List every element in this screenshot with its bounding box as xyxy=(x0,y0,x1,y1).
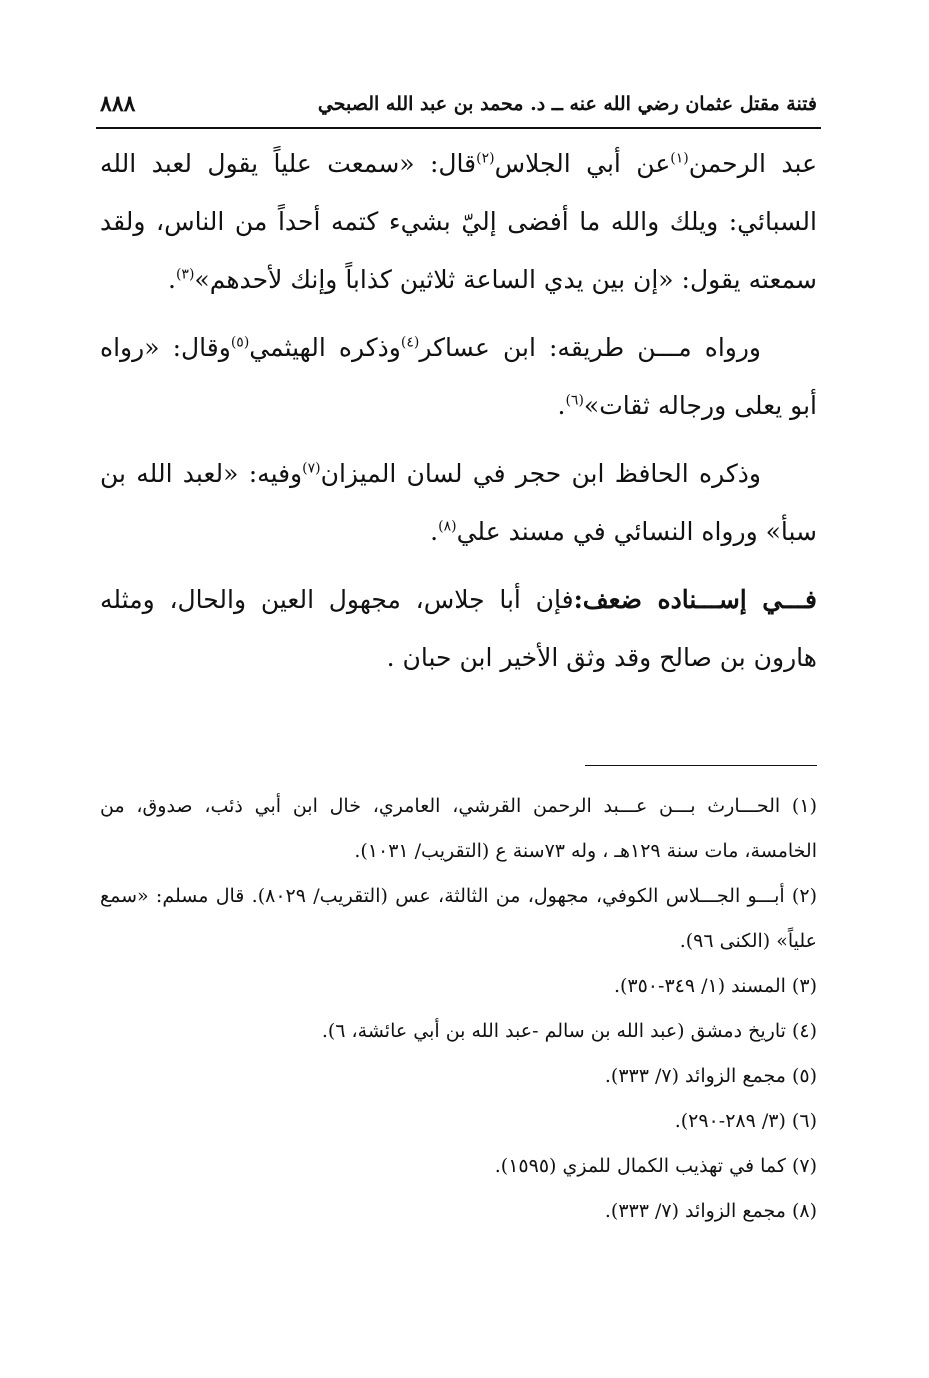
paragraph-4 xyxy=(100,571,817,687)
paragraph-2 xyxy=(100,319,817,435)
text-run: وفيه: «لعبد الله بن سبأ» ورواه النسائي في مسند علي xyxy=(100,459,817,546)
footnote-marker: (٣) xyxy=(175,266,195,283)
footnote-marker: (٢) xyxy=(476,150,495,167)
text-run: وقال: «رواه أبو يعلى ورجاله ثقات» xyxy=(100,333,817,420)
footnote-5: (٥) مجمع الزوائد (٧/ ٣٣٣). xyxy=(604,1065,817,1087)
text-run: قال: «سمعت علياً يقول لعبد الله السبائي: ويلك والله ما أفضى إليّ بشيء كتمه أحداً من الناس، ولقد سمعته يقول: «إن بين يدي الساعة ثلاثين كذاباً وإنك لأحدهم» xyxy=(100,149,817,294)
footnote-marker: (٦) xyxy=(565,392,584,409)
footnote-marker: (٤) xyxy=(400,334,420,351)
header-divider xyxy=(96,127,821,129)
text-run: وذكره الهيثمي xyxy=(249,333,401,362)
text-run: . xyxy=(430,517,439,546)
main-text xyxy=(100,135,817,697)
footnote-marker: (١) xyxy=(670,150,689,167)
footnote-6: (٦) (٣/ ٢٨٩-٢٩٠). xyxy=(674,1110,817,1132)
paragraph-1 xyxy=(100,135,817,309)
text-run: . xyxy=(168,265,176,294)
footnote-7: (٧) كما في تهذيب الكمال للمزي (١٥٩٥). xyxy=(494,1155,817,1177)
text-run: . xyxy=(557,391,566,420)
paragraph-3 xyxy=(100,445,817,561)
footnote-2: (٢) أبـــو الجـــلاس الكوفي، مجهول، من الثالثة، عس (التقريب/ ٨٠٢٩). قال مسلم: «سمع علياً» (الكنى ٩٦). xyxy=(100,885,817,952)
footnote-8: (٨) مجمع الزوائد (٧/ ٣٣٣). xyxy=(604,1200,817,1222)
text-run: عبد الرحمن xyxy=(688,149,817,178)
page-number: ٨٨٨ xyxy=(100,91,136,117)
footnote-divider xyxy=(585,765,817,766)
text-run: وذكره الحافظ ابن حجر في لسان الميزان xyxy=(320,459,762,488)
footnotes xyxy=(100,784,817,1234)
footnote-1: (١) الحـــارث بـــن عـــبد الرحمن القرشي، العامري، خال ابن أبي ذئب، صدوق، من الخامسة، مات سنة ١٢٩هـ ، وله ٧٣سنة ع (التقريب/ ١٠٣١). xyxy=(100,795,817,862)
footnote-4: (٤) تاريخ دمشق (عبد الله بن سالم -عبد الله بن أبي عائشة، ٦). xyxy=(321,1020,817,1042)
footnote-marker: (٨) xyxy=(438,518,457,535)
text-run: ورواه مـــن طريقه: ابن عساكر xyxy=(419,333,761,362)
footnote-3: (٣) المسند (١/ ٣٤٩-٣٥٠). xyxy=(613,975,817,997)
text-run: عن أبي الجلاس xyxy=(494,149,671,178)
section-label: فـــي إســـناده ضعف: xyxy=(573,585,817,614)
running-header xyxy=(100,84,817,124)
header-title: فتنة مقتل عثمان رضي الله عنه ــ د. محمد بن عبد الله الصبحي xyxy=(317,93,817,115)
footnote-marker: (٥) xyxy=(230,334,250,351)
text-run: فإن أبا جلاس، مجهول العين والحال، ومثله هارون بن صالح وقد وثق الأخير ابن حبان . xyxy=(100,585,817,672)
footnote-marker: (٧) xyxy=(302,460,321,477)
